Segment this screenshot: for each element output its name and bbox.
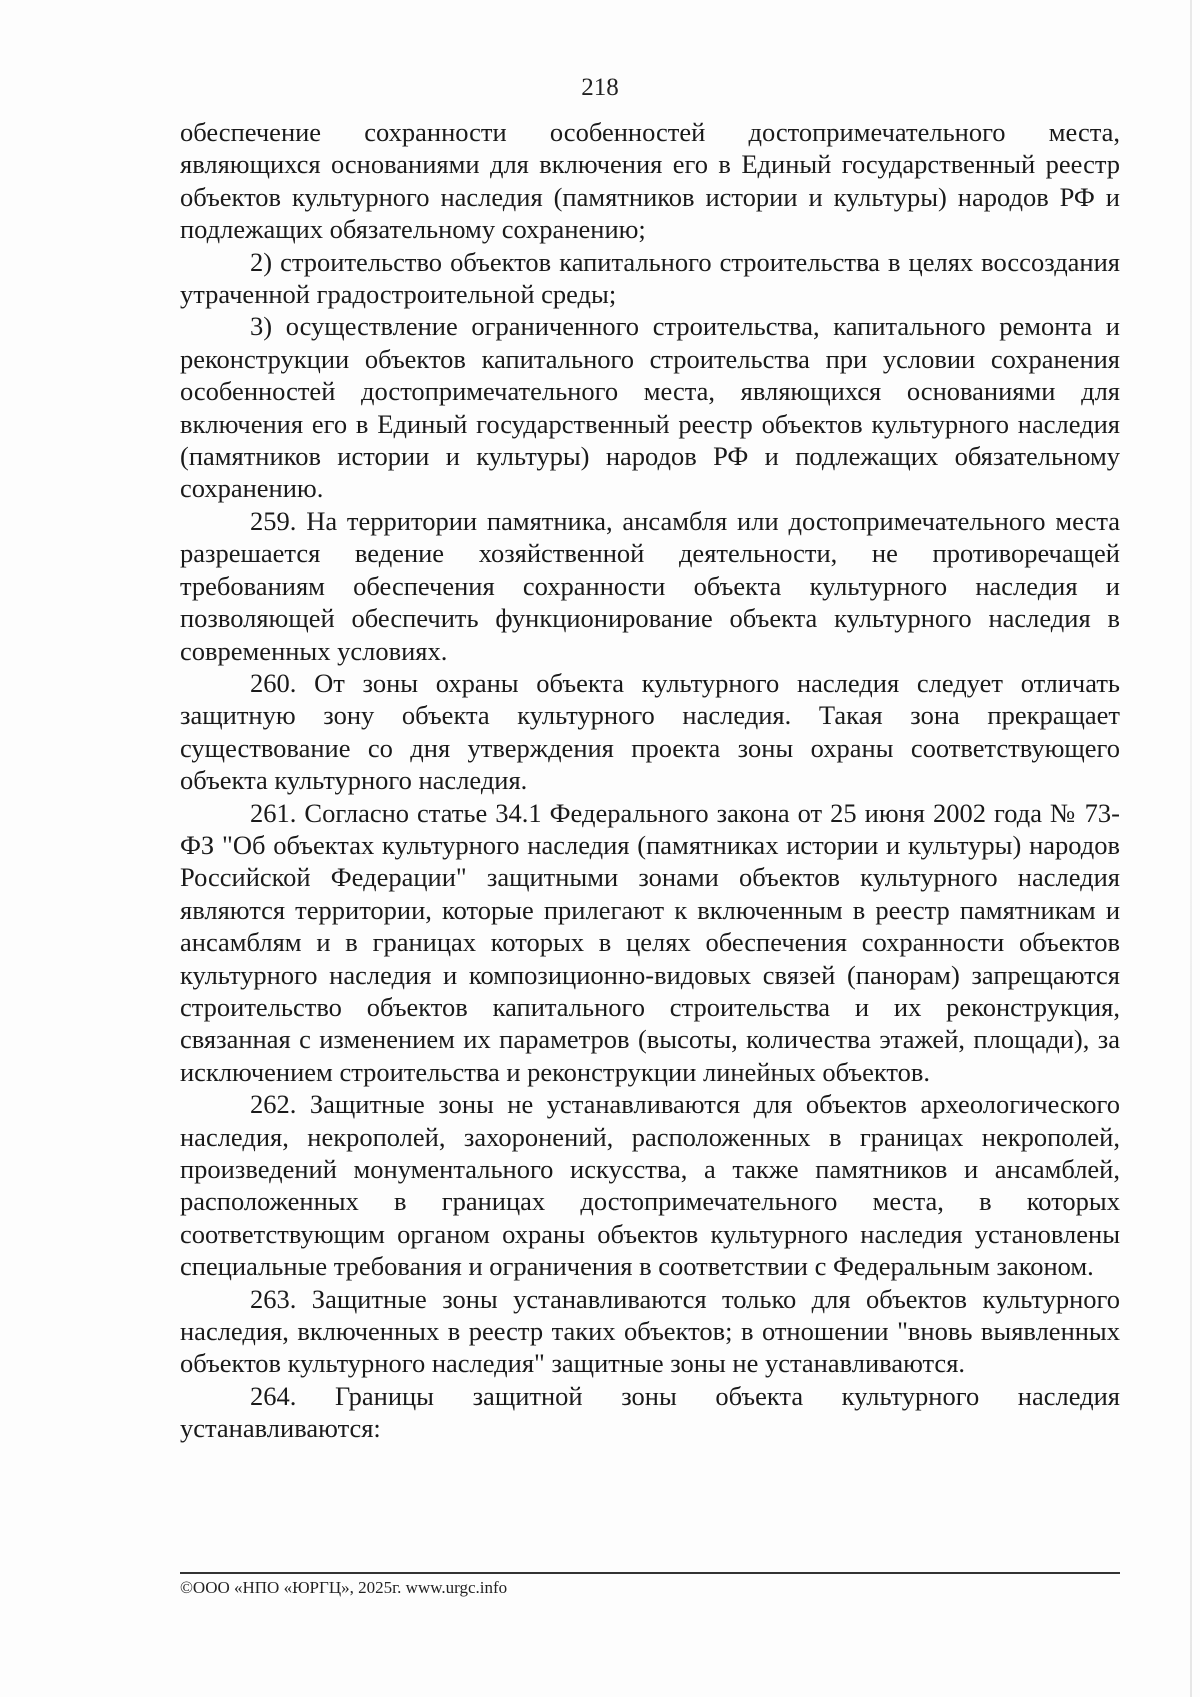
paragraph-259: 259. На территории памятника, ансамбля или достопримечательного места разрешается ведение хозяйственной деятельности, не противоречащей требованиям обеспечения сохранности объекта культурного наследия и позволяющей обеспечить функционирование объекта культурного наследия в современных условиях. [180,505,1120,666]
paragraph-continuation: обеспечение сохранности особенностей достопримечательного места, являющихся основаниями для включения его в Единый государственный реестр объектов культурного наследия (памятников истории и культуры) народов РФ и подлежащих обязательному сохранению; [180,117,1120,245]
paragraph-item-2: 2) строительство объектов капитального строительства в целях воссоздания утраченной градостроительной среды; [180,246,1120,310]
paragraph-262: 262. Защитные зоны не устанавливаются для объектов археологического наследия, некрополей, захоронений, расположенных в границах некрополей, произведений монументального искусства, а также памятников и ансамблей, расположенных в границах достопримечательного места, в которых соответствующим органом охраны объектов культурного наследия установлены специальные требования и ограничения в соответствии с Федеральным законом. [180,1089,1120,1282]
paragraph-260: 260. От зоны охраны объекта культурного наследия следует отличать защитную зону объекта культурного наследия. Такая зона прекращает существование со дня утверждения проекта зоны охраны соответствующего объекта культурного наследия. [180,667,1120,796]
scan-edge [1190,0,1192,1697]
paragraph-263: 263. Защитные зоны устанавливаются только для объектов культурного наследия, включенных в реестр таких объектов; в отношении "вновь выявленных объектов культурного наследия" защитные зоны не устанавливаются. [180,1283,1120,1379]
footer-divider [180,1572,1120,1574]
footer-copyright: ©ООО «НПО «ЮРГЦ», 2025г. www.urgc.info [180,1578,508,1597]
paragraph-264: 264. Границы защитной зоны объекта культурного наследия устанавливаются: [180,1380,1120,1444]
paragraph-item-3: 3) осуществление ограниченного строительства, капитального ремонта и реконструкции объектов капитального строительства при условии сохранения особенностей достопримечательного места, являющихся основаниями для включения его в Единый государственный реестр объектов культурного наследия (памятников истории и культуры) народов РФ и подлежащих обязательному сохранению. [180,311,1120,504]
paragraph-261: 261. Согласно статье 34.1 Федерального закона от 25 июня 2002 года № 73-ФЗ "Об объектах культурного наследия (памятниках истории и культуры) народов Российской Федерации" защитными зонами объектов культурного наследия являются территории, которые прилегают к включенным в реестр памятникам и ансамблям и в границах которых в целях обеспечения сохранности объектов культурного наследия и композиционно-видовых связей (панорам) запрещаются строительство объектов капитального строительства и их реконструкция, связанная с изменением их параметров (высоты, количества этажей, площади), за исключением строительства и реконструкции линейных объектов. [180,797,1120,1087]
page-number: 218 [581,74,619,101]
document-body [180,116,1120,1445]
